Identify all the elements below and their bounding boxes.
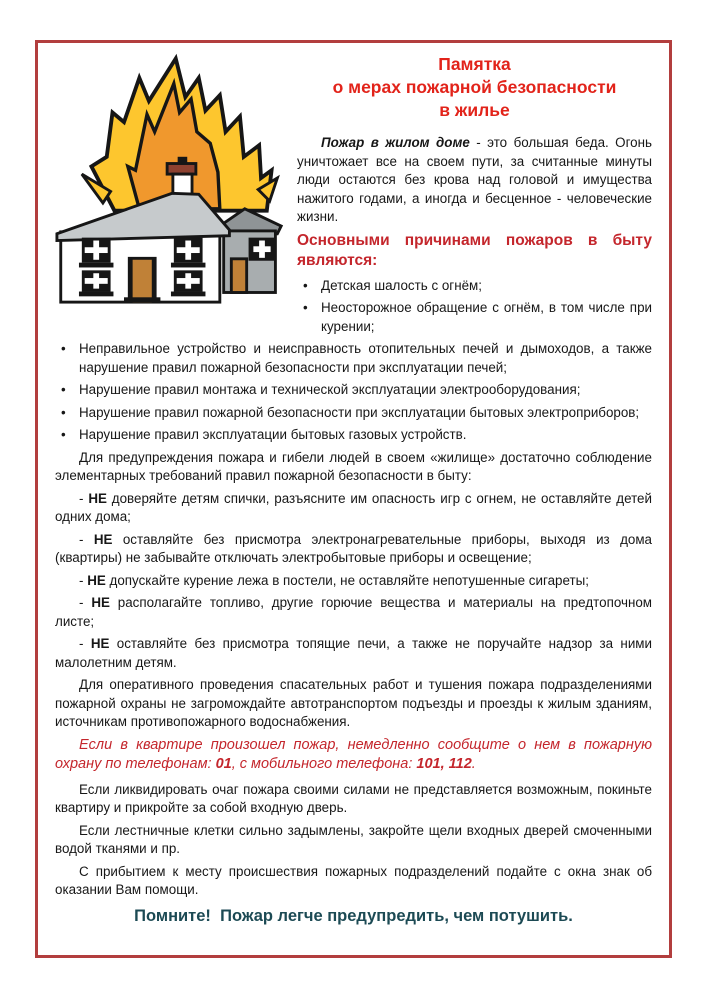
phone-number-01: 01 [215,756,232,772]
rule-not: НЕ [90,636,110,651]
action-paragraph: С прибытием к месту происшествия пожарных подразделений подайте с окна знак об оказании Вам помощи. [55,863,652,897]
cause-item: • Нарушение правил эксплуатации бытовых газовых устройств. [55,426,652,445]
page-title-line: в жилье [439,100,510,120]
rule-item: - НЕ оставляйте без присмотра электронагревательные приборы, выходя из дома (квартиры) не забывайте отключать электробытовые приборы и освещение; [55,531,652,565]
page-border [35,40,672,958]
rule-not: НЕ [87,572,106,588]
cause-item: • Неправильное устройство и неисправность отопительных печей и дымоходов, а также нарушение правил пожарной безопасности при эксплуатации печей; [55,340,652,377]
burning-house-illustration [55,49,285,305]
phone-numbers-mobile: 101, 112 [416,756,472,772]
rule-item: - НЕ располагайте топливо, другие горючие вещества и материалы на предтопочном листе; [55,595,652,629]
page-title-line: о мерах пожарной безопасности [332,77,617,97]
cause-item: • Неосторожное обращение с огнём, в том числе при курении; [297,299,652,336]
rule-not: НЕ [93,531,113,547]
rule-item: - НЕ оставляйте без присмотра топящие печи, а также не поручайте надзор за ними малолетним детям. [55,636,652,670]
rule-not: НЕ [88,490,107,506]
action-paragraph: Если лестничные клетки сильно задымлены, закройте щели входных дверей смоченными водой тканями и пр. [55,822,652,856]
rule-item: - НЕ доверяйте детям спички, разъясните им опасность игр с огнем, не оставляйте детей одних дома; [55,490,652,524]
cause-item: • Нарушение правил пожарной безопасности при эксплуатации бытовых электроприборов; [55,404,652,423]
cause-item: • Нарушение правил монтажа и технической эксплуатации электрооборудования; [55,381,652,400]
prevention-intro: Для предупреждения пожара и гибели людей в своем «жилище» достаточно соблюдение элементарных требований правил пожарной безопасности в быту: [55,449,652,483]
action-paragraph: Если ликвидировать очаг пожара своими силами не представляется возможным, покиньте квартиру и прикройте за собой входную дверь. [55,781,652,815]
intro-text: - это большая беда. Огонь уничтожает все на своем пути, за считанные минуты люди остаются без крова над головой и имущества нажитого годами, а иногда и бесценное - человеческие жизни. [297,135,653,224]
access-paragraph: Для оперативного проведения спасательных работ и тушения пожара подразделениями пожарной охраны не загромождайте автотранспортом подъезды и проезды к жилым зданиям, источникам противопожарного водоснабжения. [55,677,652,729]
causes-heading: Основными причинами пожаров в быту являются: [297,231,652,269]
burning-house-icon [55,49,285,305]
door-icon [124,257,160,302]
emergency-notice: Если в квартире произошел пожар, немедленно сообщите о нем в пожарную охрану по телефонам: 01, с мобильного телефона: 101, 112. [55,736,652,772]
footer-reminder: Помните! Пожар легче предупредить, чем потушить. [134,906,573,925]
intro-lead: Пожар в жилом доме [321,135,470,150]
page-title-line: Памятка [438,54,511,74]
cause-item: • Детская шалость с огнём; [297,277,652,296]
rule-item: - НЕ допускайте курение лежа в постели, не оставляйте непотушенные сигареты; [79,572,589,588]
rule-not: НЕ [91,595,110,610]
